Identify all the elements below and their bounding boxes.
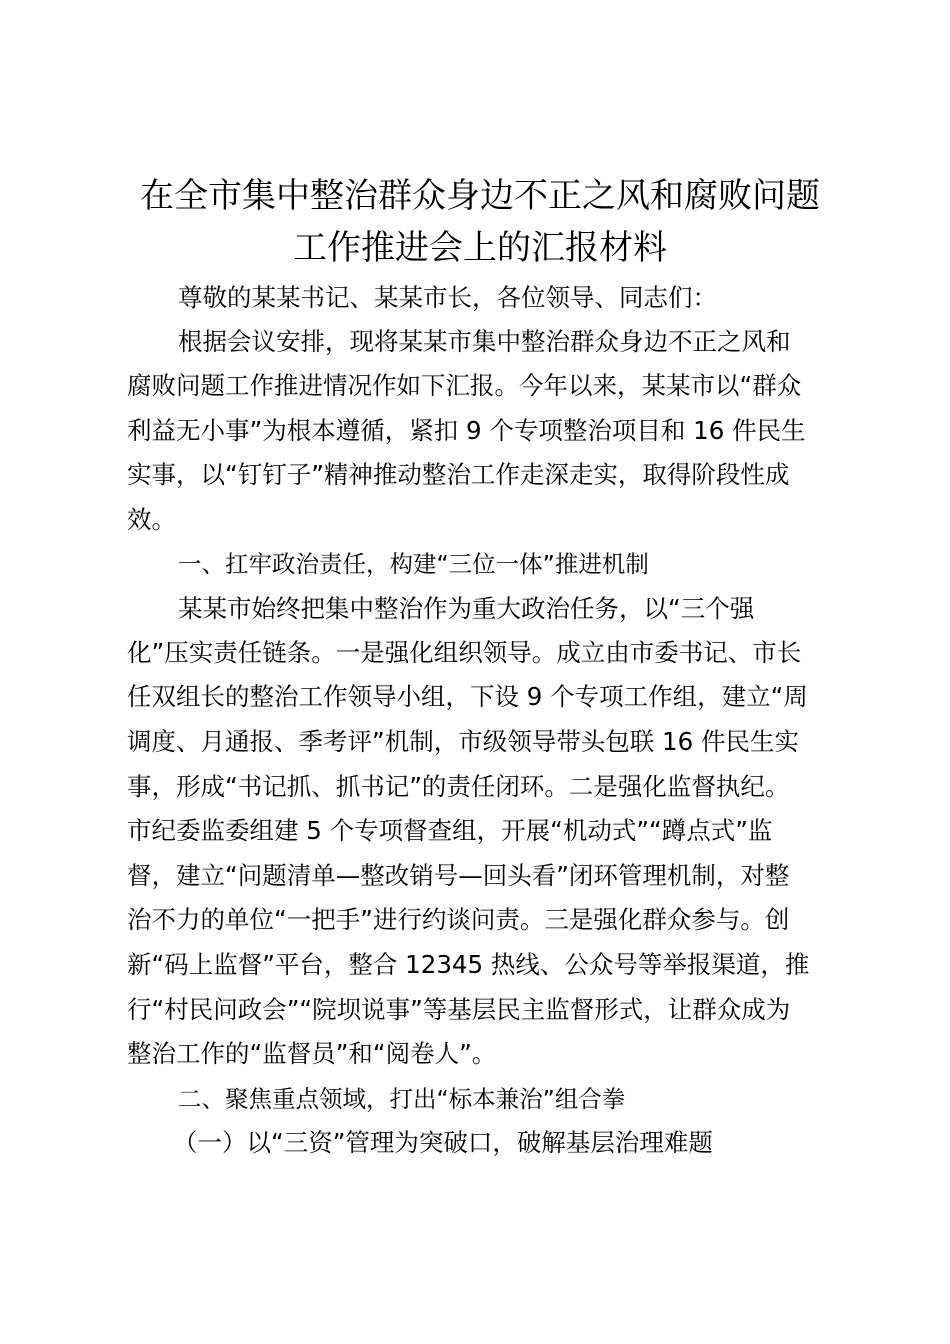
salutation: 尊敬的某某书记、某某市长，各位领导、同志们： <box>178 283 717 312</box>
paragraph-line: 行“村民问政会”“院坝说事”等基层民主监督形式，让群众成为 <box>127 995 791 1024</box>
paragraph-line: 新“码上监督”平台，整合 12345 热线、公众号等举报渠道，推 <box>127 950 810 979</box>
paragraph-line: 调度、月通报、季考评”机制，市级领导带头包联 16 件民生实 <box>127 727 799 756</box>
paragraph-line: 利益无小事”为根本遵循，紧扣 9 个专项整治项目和 16 件民生 <box>127 416 806 445</box>
paragraph-line: 市纪委监委组建 5 个专项督查组，开展“机动式”“蹲点式”监 <box>127 816 773 845</box>
paragraph-line: 整治工作的“监督员”和“阅卷人”。 <box>127 1039 497 1068</box>
paragraph-line: 化”压实责任链条。一是强化组织领导。成立由市委书记、市长 <box>127 638 802 667</box>
document-title-line-1: 在全市集中整治群众身边不正之风和腐败问题 <box>140 176 820 216</box>
paragraph-line: 效。 <box>127 505 176 534</box>
paragraph-line: 督，建立“问题清单—整改销号—回头看”闭环管理机制，对整 <box>127 861 790 890</box>
paragraph-line: 某某市始终把集中整治作为重大政治任务，以“三个强 <box>178 594 755 623</box>
paragraph-line: 事，形成“书记抓、抓书记”的责任闭环。二是强化监督执纪。 <box>127 772 790 801</box>
paragraph-line: 治不力的单位“一把手”进行约谈问责。三是强化群众参与。创 <box>127 905 790 934</box>
document-title-line-2: 工作推进会上的汇报材料 <box>293 228 667 268</box>
paragraph-line: 任双组长的整治工作领导小组，下设 9 个专项工作组，建立“周 <box>127 682 808 711</box>
section-heading-2: 二、聚焦重点领域，打出“标本兼治”组合拳 <box>178 1085 626 1113</box>
paragraph-line: 腐败问题工作推进情况作如下汇报。今年以来，某某市以“群众 <box>127 371 802 400</box>
paragraph-line: 实事，以“钉钉子”精神推动整治工作走深走实，取得阶段性成 <box>127 460 790 489</box>
paragraph-line: 根据会议安排，现将某某市集中整治群众身边不正之风和 <box>178 327 791 356</box>
subsection-heading-1: （一）以“三资”管理为突破口，破解基层治理难题 <box>173 1128 713 1157</box>
section-heading-1: 一、扛牢政治责任，构建“三位一体”推进机制 <box>178 550 649 578</box>
